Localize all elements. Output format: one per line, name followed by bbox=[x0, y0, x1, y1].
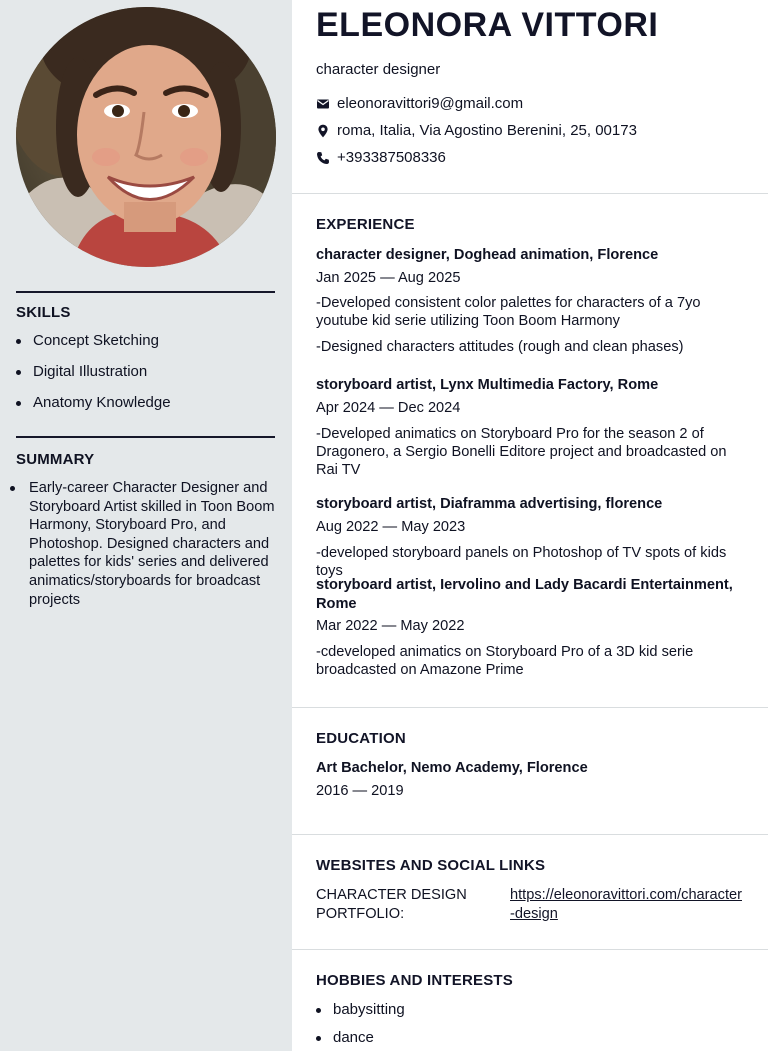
portfolio-link-row bbox=[316, 886, 746, 924]
summary-section bbox=[16, 436, 275, 609]
experience-entry bbox=[316, 246, 746, 356]
education-entry bbox=[316, 759, 746, 800]
experience-heading: EXPERIENCE bbox=[316, 216, 415, 233]
email-icon bbox=[316, 97, 330, 111]
contact-address bbox=[316, 122, 637, 139]
address-text: roma, Italia, Via Agostino Berenini, 25, 00173 bbox=[337, 122, 637, 139]
candidate-title: character designer bbox=[316, 61, 441, 78]
job-description: -Developed consistent color palettes for characters of a 7yo youtube kid serie utilizing Toon Boom Harmony bbox=[316, 294, 701, 329]
experience-entry bbox=[316, 576, 746, 680]
profile-photo bbox=[16, 7, 276, 267]
experience-entry bbox=[316, 376, 746, 479]
summary-text: Early-career Character Designer and Storyboard Artist skilled in Toon Boom Harmony, Storyboard Pro, and Photoshop. Designed characters and palettes for kids' series and delivered animatics/storyboards for broadcast projects bbox=[16, 479, 275, 609]
job-description: -developed storyboard panels on Photoshop of TV spots of kids toys bbox=[316, 544, 727, 579]
divider bbox=[292, 949, 768, 950]
hobbies-heading: HOBBIES AND INTERESTS bbox=[316, 972, 513, 989]
contact-phone[interactable] bbox=[316, 149, 446, 166]
job-role: storyboard artist, Iervolino and Lady Bacardi Entertainment, Rome bbox=[316, 577, 733, 612]
job-description: -Developed animatics on Storyboard Pro for the season 2 of Dragonero, a Sergio Bonelli Editore project and broadcasted on Rai TV bbox=[316, 425, 727, 478]
hobbies-list bbox=[316, 1000, 405, 1051]
main-content bbox=[292, 0, 768, 1051]
portfolio-link[interactable]: https://eleonoravittori.com/character-design bbox=[510, 887, 742, 922]
divider bbox=[292, 193, 768, 194]
skills-list bbox=[16, 331, 275, 413]
job-dates: Apr 2024 — Dec 2024 bbox=[316, 399, 461, 416]
job-role: storyboard artist, Diaframma advertising, florence bbox=[316, 496, 663, 512]
skills-heading: SKILLS bbox=[16, 304, 71, 321]
location-pin-icon bbox=[316, 124, 330, 138]
hobby-item: dance bbox=[316, 1028, 405, 1048]
skill-item: Digital Illustration bbox=[16, 362, 275, 382]
portfolio-label: CHARACTER DESIGN PORTFOLIO: bbox=[316, 887, 467, 922]
job-role: character designer, Doghead animation, Florence bbox=[316, 247, 659, 263]
job-dates: Jan 2025 — Aug 2025 bbox=[316, 269, 461, 286]
experience-entry bbox=[316, 495, 746, 580]
job-dates: Mar 2022 — May 2022 bbox=[316, 618, 465, 635]
skills-section bbox=[16, 291, 275, 424]
sidebar bbox=[0, 0, 292, 1051]
job-description: -Designed characters attitudes (rough and clean phases) bbox=[316, 339, 684, 355]
job-description: -cdeveloped animatics on Storyboard Pro of a 3D kid serie broadcasted on Amazone Prime bbox=[316, 644, 694, 679]
education-heading: EDUCATION bbox=[316, 730, 406, 747]
job-role: storyboard artist, Lynx Multimedia Factory, Rome bbox=[316, 377, 659, 393]
education-dates: 2016 — 2019 bbox=[316, 782, 404, 799]
divider bbox=[292, 834, 768, 835]
skill-item: Concept Sketching bbox=[16, 331, 275, 351]
candidate-name: ELEONORA VITTORI bbox=[316, 6, 659, 44]
summary-heading: SUMMARY bbox=[16, 451, 95, 468]
summary-list bbox=[16, 479, 275, 609]
phone-icon bbox=[316, 151, 330, 165]
contact-email[interactable] bbox=[316, 95, 523, 112]
degree: Art Bachelor, Nemo Academy, Florence bbox=[316, 760, 588, 776]
hobby-item: babysitting bbox=[316, 1000, 405, 1020]
phone-text[interactable]: +393387508336 bbox=[337, 149, 446, 166]
links-heading: WEBSITES AND SOCIAL LINKS bbox=[316, 857, 546, 874]
divider bbox=[292, 707, 768, 708]
skill-item: Anatomy Knowledge bbox=[16, 393, 275, 413]
email-text[interactable]: eleonoravittori9@gmail.com bbox=[337, 95, 524, 112]
job-dates: Aug 2022 — May 2023 bbox=[316, 518, 466, 535]
